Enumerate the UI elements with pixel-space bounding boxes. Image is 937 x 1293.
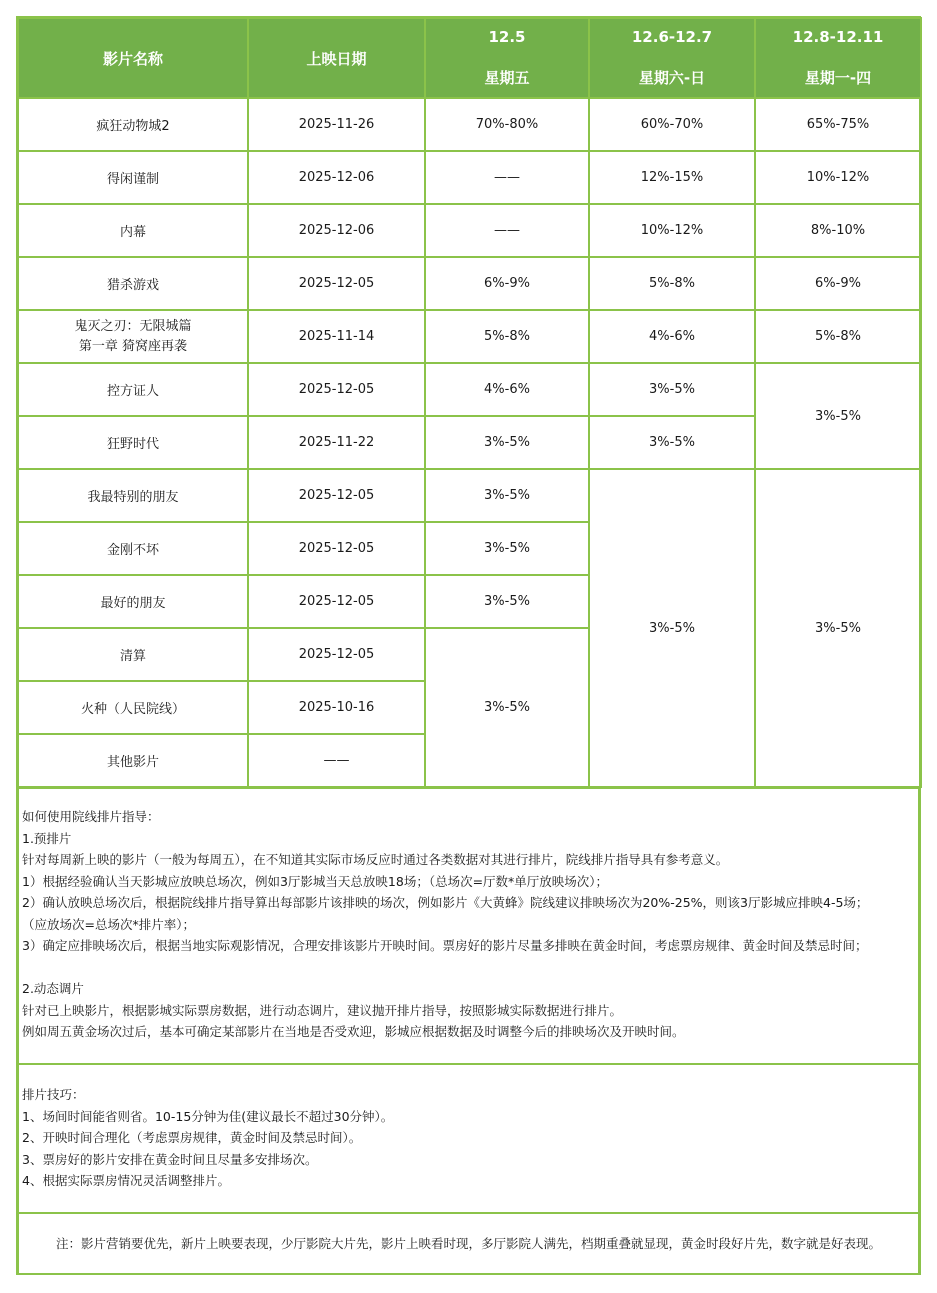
- release-date: 2025-12-05: [248, 522, 425, 575]
- guide-step-2: 2）确认放映总场次后，根据院线排片指导算出每部影片该排映的场次，例如影片《大黄蜂》院线建议排映场次为20%-25%，则该3厅影城应排映4-5场；: [22, 895, 869, 910]
- rate-p1: ——: [425, 151, 589, 204]
- rate-p1: 3%-5%: [425, 575, 589, 628]
- release-date: ——: [248, 734, 425, 787]
- rate-p3: 10%-12%: [755, 151, 921, 204]
- release-date: 2025-12-05: [248, 257, 425, 310]
- period-1-dates: 12.5: [488, 28, 526, 46]
- rate-p3: 6%-9%: [755, 257, 921, 310]
- rate-p1: 3%-5%: [425, 469, 589, 522]
- guide-section-1-title: 1.预排片: [22, 830, 72, 846]
- rate-p3-merged: 3%-5%: [755, 363, 921, 469]
- table-row: [18, 204, 921, 257]
- film-name: 控方证人: [18, 363, 248, 416]
- usage-guide: [17, 787, 920, 1064]
- rate-p3: 5%-8%: [755, 310, 921, 363]
- period-3-days: 星期一-四: [804, 69, 872, 87]
- period-2-dates: 12.6-12.7: [631, 28, 713, 46]
- rate-p1: 6%-9%: [425, 257, 589, 310]
- rate-p2: 3%-5%: [589, 416, 755, 469]
- guide-step-2-formula: （应放场次=总场次*排片率）；: [22, 916, 195, 932]
- table-row: [18, 310, 921, 363]
- release-date: 2025-11-14: [248, 310, 425, 363]
- film-name: [18, 310, 248, 363]
- release-date: 2025-12-06: [248, 204, 425, 257]
- release-date: 2025-12-05: [248, 575, 425, 628]
- spacer: [22, 957, 918, 979]
- rate-p2: 10%-12%: [589, 204, 755, 257]
- rate-p3: 8%-10%: [755, 204, 921, 257]
- release-date: 2025-11-22: [248, 416, 425, 469]
- rate-p1: 3%-5%: [425, 522, 589, 575]
- guide-title: 如何使用院线排片指导：: [22, 809, 160, 824]
- guide-step-3: 3）确定应排映场次后，根据当地实际观影情况，合理安排该影片开映时间。票房好的影片尽量多排映在黄金时间，考虑票房规律、黄金时间及禁忌时间；: [22, 938, 868, 953]
- tip-item: 2、开映时间合理化（考虑票房规律，黄金时间及禁忌时间）。: [22, 1130, 362, 1145]
- header-film: 影片名称: [18, 18, 248, 98]
- film-name: 清算: [18, 628, 248, 681]
- rate-p1-merged: 3%-5%: [425, 628, 589, 787]
- schedule-table: [17, 17, 922, 788]
- rate-p1: 4%-6%: [425, 363, 589, 416]
- header-period-2: [589, 18, 755, 98]
- tip-item: 4、根据实际票房情况灵活调整排片。: [22, 1173, 230, 1188]
- period-2-days: 星期六-日: [638, 69, 706, 87]
- release-date: 2025-10-16: [248, 681, 425, 734]
- rate-p2: 3%-5%: [589, 363, 755, 416]
- rate-p2: 4%-6%: [589, 310, 755, 363]
- film-name: 其他影片: [18, 734, 248, 787]
- table-row: [18, 469, 921, 522]
- film-name: 我最特别的朋友: [18, 469, 248, 522]
- rate-p3-merged: 3%-5%: [755, 469, 921, 787]
- rate-p2: 5%-8%: [589, 257, 755, 310]
- release-date: 2025-12-05: [248, 628, 425, 681]
- guide-step-1: 1）根据经验确认当天影城应放映总场次，例如3厅影城当天总放映18场；（总场次=厅数*单厅放映场次）；: [22, 873, 609, 889]
- guide-section-2-line-2: 例如周五黄金场次过后，基本可确定某部影片在当地是否受欢迎，影城应根据数据及时调整今后的排映场次及开映时间。: [22, 1024, 685, 1039]
- header-period-1: [425, 18, 589, 98]
- film-name: 火种（人民院线）: [18, 681, 248, 734]
- tip-item: 3、票房好的影片安排在黄金时间且尽量多安排场次。: [22, 1151, 318, 1167]
- rate-p3: 65%-75%: [755, 98, 921, 151]
- period-3-dates: 12.8-12.11: [792, 28, 884, 46]
- rate-p2-merged: 3%-5%: [589, 469, 755, 787]
- header-row: [18, 18, 921, 98]
- film-name: 狂野时代: [18, 416, 248, 469]
- film-name: 猎杀游戏: [18, 257, 248, 310]
- header-release: 上映日期: [248, 18, 425, 98]
- film-name: 疯狂动物城2: [18, 98, 248, 151]
- rate-p1: 3%-5%: [425, 416, 589, 469]
- footer-note: 注：影片营销要优先，新片上映要表现，少厅影院大片先，影片上映看时现，多厅影院人满先，档期重叠就显现，黄金时段好片先，数字就是好表现。: [17, 1212, 920, 1275]
- film-name: 得闲谨制: [18, 151, 248, 204]
- release-date: 2025-12-05: [248, 469, 425, 522]
- release-date: 2025-12-05: [248, 363, 425, 416]
- release-date: 2025-12-06: [248, 151, 425, 204]
- film-name: 内幕: [18, 204, 248, 257]
- film-name: 最好的朋友: [18, 575, 248, 628]
- film-name: 金刚不坏: [18, 522, 248, 575]
- rate-p1: ——: [425, 204, 589, 257]
- tips-title: 排片技巧：: [22, 1087, 85, 1102]
- table-row: [18, 257, 921, 310]
- rate-p1: 70%-80%: [425, 98, 589, 151]
- rate-p1: 5%-8%: [425, 310, 589, 363]
- table-row: [18, 98, 921, 151]
- guide-section-1-intro: 针对每周新上映的影片（一般为每周五），在不知道其实际市场反应时通过各类数据对其进行排片，院线排片指导具有参考意义。: [22, 852, 729, 867]
- scheduling-tips: [17, 1063, 920, 1213]
- film-name-line-2: 第一章 猗窝座再袭: [78, 338, 188, 354]
- guide-section-2-title: 2.动态调片: [22, 981, 84, 996]
- header-period-3: [755, 18, 921, 98]
- period-1-days: 星期五: [484, 69, 530, 87]
- release-date: 2025-11-26: [248, 98, 425, 151]
- table-row: [18, 151, 921, 204]
- rate-p2: 12%-15%: [589, 151, 755, 204]
- rate-p2: 60%-70%: [589, 98, 755, 151]
- film-name-line-1: 鬼灭之刃：无限城篇: [74, 318, 192, 334]
- tip-item: 1、场间时间能省则省。10-15分钟为佳(建议最长不超过30分钟）。: [22, 1108, 394, 1124]
- guide-section-2-line-1: 针对已上映影片，根据影城实际票房数据，进行动态调片，建议抛开排片指导，按照影城实际数据进行排片。: [22, 1002, 623, 1018]
- table-row: [18, 363, 921, 416]
